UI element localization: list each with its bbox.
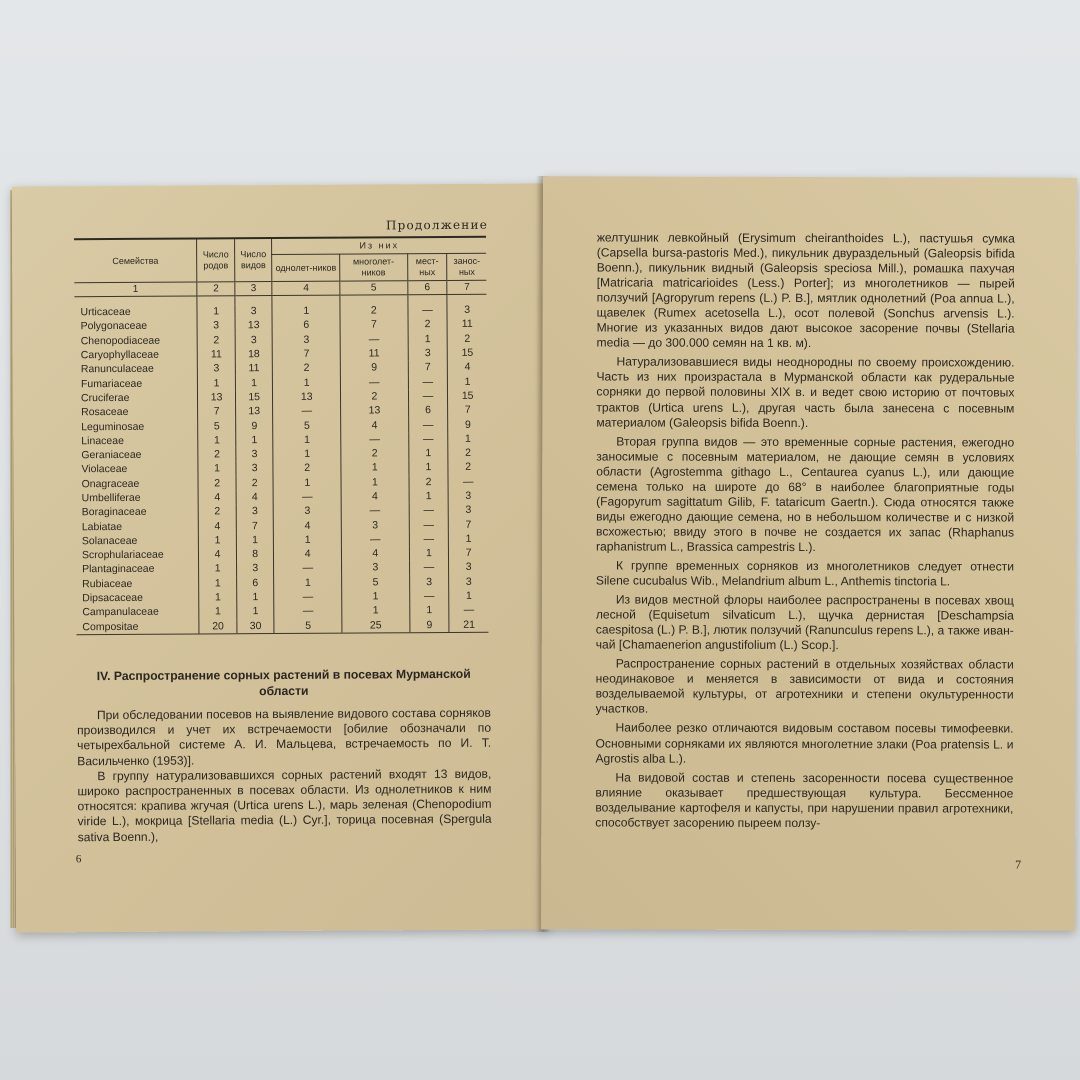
family-name-cell: Campanulaceae [82,606,159,619]
paragraph: Из видов местной флоры наиболее распространены в посевах хвощ лесной (Equisetum silvaticum L.), щучка дернистая [Deschampsia caespitosa (L.) P. B.], лютик ползучий (Ranunculus repens L.), а также иван-чай [Chamaenerion angustifolium (L.) Scop.]. [595,592,1014,653]
paragraph: К группе временных сорняков из многолетников следует отнести Silene cucubalus Wib., Melandrium album L., Anthemis tinctoria L. [595,558,1014,589]
count-cell: 7 [236,518,274,533]
col-perennial-header: многолет-ников [340,254,408,281]
left-page [12,183,549,932]
count-cell: 1 [409,460,449,475]
count-cell: — [409,532,449,547]
count-cell: 3 [448,503,487,518]
page-number: 6 [75,853,82,866]
count-cell: 13 [235,404,273,419]
count-cell: 1 [342,589,410,604]
count-cell: 6 [236,576,274,591]
count-cell: 2 [236,476,274,491]
group-header: Из них [272,237,486,255]
count-cell: 3 [341,518,409,533]
count-cell: 3 [449,574,488,589]
count-cell: 11 [447,317,486,332]
count-cell: 2 [341,389,409,404]
col-genera-header: Число родов [197,238,235,282]
count-cell: 3 [449,560,488,575]
count-cell: 4 [198,490,236,505]
count-cell: 6 [272,318,340,333]
count-cell: 1 [449,589,488,604]
count-cell: 11 [235,361,273,376]
col-number: 4 [272,281,340,295]
count-cell: 7 [449,546,488,561]
table-row [76,617,488,634]
count-cell: 1 [408,332,448,347]
count-cell: 1 [272,304,340,319]
count-cell: 2 [448,446,487,461]
paragraph: При обследовании посевов на выявление видового состава сорняков производился и учет их встречаемости [обилие обозначали по четырехбальной системе А. И. Мальцева, встречаемость по И. Т. Васильченко (1953)]. [77,705,492,768]
family-name-cell: Boraginaceae [81,506,147,519]
col-number: 6 [407,280,447,294]
count-cell: 3 [198,361,236,376]
count-cell: 30 [237,619,275,634]
col-number: 2 [197,282,235,296]
count-cell: 3 [408,346,448,361]
count-cell: 3 [409,575,449,590]
count-cell: — [409,589,449,604]
family-name-cell: Rubiaceae [82,577,133,590]
count-cell: 3 [448,489,487,504]
count-cell: 1 [237,604,275,619]
col-introduced-header: занос-ных [447,253,486,280]
count-cell: 18 [235,347,273,362]
count-cell: 1 [448,374,487,389]
count-cell: 9 [236,418,274,433]
count-cell: 4 [199,519,237,534]
count-cell: 1 [199,562,237,577]
count-cell: 1 [409,603,449,618]
count-cell: 2 [273,461,341,476]
count-cell: 1 [237,590,275,605]
paragraph: Наиболее резко отличаются видовым составом посевы тимофеевки. Основными сорняками их являются многолетние злаки (Poa pratensis L. и Agrostis alba L.). [595,720,1014,766]
family-name-cell: Dipsacaceae [82,591,143,605]
count-cell: 15 [448,346,487,361]
count-cell: 13 [273,389,341,404]
count-cell: 1 [235,376,273,391]
count-cell: — [341,432,409,447]
paragraph: желтушник левкойный (Erysimum cheiranthoides L.), пастушья сумка (Capsella bursa-pastoris Med.), пикульник двураздельный (Galeopsis bifida Boenn.), пикульник видный (Galeopsis speciosa Mill.), ромашка пахучая [Matricaria matricarioides (Less.) Porter]; из многолетников — пырей ползучий [Agropyrum repens (L.) P. B.], мятлик однолетний (Poa annua L.), щавелек (Rumex acetosella L.), осот полевой (Sonchus arvensis L.). Многие из указанных видов дают высокое засорение почвы (Stellaria media — до 300.000 семян на 1 кв. м). [596,230,1015,351]
count-cell: — [408,417,448,432]
count-cell: 4 [274,518,342,533]
family-name-cell: Umbelliferae [81,491,141,505]
count-cell: 1 [408,446,448,461]
count-cell: 3 [447,303,486,318]
count-cell: 9 [409,617,449,632]
count-cell: 1 [342,603,410,618]
family-name-cell: Plantaginaceae [82,563,155,576]
count-cell: 1 [409,489,449,504]
count-cell: 2 [408,317,448,332]
count-cell: 1 [273,432,341,447]
count-cell: 2 [409,475,449,490]
count-cell: — [408,432,448,447]
count-cell: 15 [235,390,273,405]
count-cell: 3 [236,461,274,476]
family-name-cell: Polygonaceae [80,320,148,333]
family-name-cell: Caryophyllaceae [80,348,160,362]
paragraph: Натурализовавшиеся виды неоднородны по своему происхождению. Часть из них произрастала в Мурманской области как рудеральные сорняки до первой половины XIX в. и ведет свою историю от почтовых трактов (Urtica urens L.), другая часть была занесена с посевным материалом (Galeopsis bifida Boenn.). [596,354,1015,430]
count-cell: 4 [341,546,409,561]
count-cell: 1 [274,575,342,590]
family-name-cell: Leguminosae [81,420,145,433]
count-cell: 3 [236,447,274,462]
count-cell: 1 [341,475,409,490]
count-cell: 21 [449,617,488,632]
family-name-cell: Linaceae [81,434,124,448]
family-name-cell: Labiatae [81,520,123,533]
count-cell: 7 [408,360,448,375]
count-cell: — [408,303,448,318]
count-cell: 1 [236,433,274,448]
paragraph: Вторая группа видов — это временные сорные растения, ежегодно заносимые с посевным материалом, не дающие семян в условиях области (Agrostemma githago L., Centaurea cyanus L.), или дающие семена только на широте до 68° в наиболее благоприятные годы (Fagopyrum sagittatum Gilib, F. tataricum Gaertn.). Сюда относятся также виды ежегодно дающие семена, но в небольшом количестве и с низкой всхожестью; ввиду этого в почве не создается их запас (Rhaphanus raphanistrum L., Brassica campestris L.). [595,434,1015,554]
col-family-header: Семейства [74,239,197,283]
paragraph: На видовой состав и степень засоренности посева существенное влияние оказывает предшествующая культура. Бессменное возделывание картофеля и капусты, при нарушении правил агротехники, способствует засорению пыреем ползу- [595,770,1014,830]
count-cell: 13 [235,318,273,333]
count-cell: 20 [199,619,237,634]
count-cell: 7 [449,517,488,532]
count-cell: 2 [198,447,236,462]
count-cell: 7 [448,403,487,418]
count-cell: 1 [198,433,236,448]
count-cell: 3 [236,504,274,519]
count-cell: 5 [342,575,410,590]
count-cell: 1 [341,460,409,475]
family-name-cell: Geraniaceae [81,448,142,462]
count-cell: 1 [273,447,341,462]
count-cell: — [449,603,488,618]
count-cell: — [408,389,448,404]
count-cell: 1 [199,604,237,619]
count-cell: — [409,560,449,575]
count-cell: 3 [235,333,273,348]
count-cell: 5 [198,419,236,434]
count-cell: 2 [273,361,341,376]
col-local-header: мест-ных [407,253,447,280]
right-body-text [595,230,1015,835]
count-cell: — [408,374,448,389]
right-page [541,176,1077,930]
count-cell: 4 [274,547,342,562]
count-cell: 13 [198,390,236,405]
family-name-cell: Compositae [76,619,199,635]
count-cell: 1 [198,376,236,391]
count-cell: 2 [447,331,486,346]
count-cell: 11 [340,346,408,361]
count-cell: 3 [274,504,342,519]
count-cell: 8 [236,547,274,562]
count-cell: — [409,517,449,532]
count-cell: 7 [198,404,236,419]
section-title: IV. Распространение сорных растений в посевах Мурманской области [96,666,471,699]
count-cell: — [448,474,487,489]
col-species-header: Число видов [234,238,272,282]
left-body-text [77,706,492,845]
family-name-cell: Violaceae [81,463,128,476]
count-cell: 2 [341,446,409,461]
paragraph: В группу натурализовавшихся сорных растений входят 13 видов, широко распространенных в посевах области. Из однолетников к ним относятся: крапива жгучая (Urtica urens L.), марь зеленая (Chenopodium viride L.), мокрица [Stellaria media (L.) Cyr.], торица посевная (Spergula sativa Boenn.), [77,766,492,844]
count-cell: 1 [199,576,237,591]
count-cell: 2 [197,333,235,348]
count-cell: 4 [199,547,237,562]
count-cell: 1 [199,590,237,605]
count-cell: 2 [199,504,237,519]
paragraph: Распространение сорных растений в отдельных хозяйствах области неодинаковое и меняется в зависимости от вида и состояния возделываемой культуры, от агротехники и степени окультуренности участков. [595,656,1014,716]
family-name-cell: Cruciferae [80,391,130,405]
count-cell: 6 [408,403,448,418]
count-cell: — [274,590,342,605]
count-cell: — [341,503,409,518]
count-cell: 5 [273,418,341,433]
count-cell: 1 [409,546,449,561]
count-cell: — [274,604,342,619]
count-cell: — [341,532,409,547]
count-cell: 9 [340,360,408,375]
page-number: 7 [1015,857,1022,872]
family-name-cell: Solanaceae [81,534,138,548]
family-name-cell: Fumariaceae [80,377,143,390]
family-name-cell: Rosaceae [81,406,129,419]
family-name-cell: Ranunculaceae [80,363,154,376]
family-name-cell: Chenopodiaceae [80,334,161,347]
col-annual-header: однолет-ников [272,254,340,281]
count-cell: 2 [340,303,408,318]
family-name-cell: Urticaceae [80,306,131,319]
col-number: 1 [74,282,197,297]
count-cell: 2 [448,460,487,475]
weed-families-table [74,236,488,635]
count-cell: 13 [341,403,409,418]
family-name-cell: Onagraceae [81,477,140,490]
count-cell: 1 [274,532,342,547]
continuation-label: Продолжение [385,217,489,233]
count-cell: 1 [448,431,487,446]
count-cell: 1 [199,533,237,548]
count-cell: 4 [236,490,274,505]
count-cell: 3 [273,332,341,347]
count-cell: — [273,404,341,419]
col-number: 7 [447,280,486,294]
count-cell: 4 [341,489,409,504]
count-cell: — [409,503,449,518]
count-cell: 1 [197,304,235,319]
col-number: 5 [340,281,408,295]
count-cell: — [340,332,408,347]
count-cell: 5 [274,618,342,633]
count-cell: 1 [236,533,274,548]
count-cell: — [274,489,342,504]
count-cell: 3 [197,319,235,334]
count-cell: 1 [198,462,236,477]
count-cell: 25 [342,618,410,633]
count-cell: 11 [198,347,236,362]
count-cell: 2 [198,476,236,491]
count-cell: 3 [236,561,274,576]
count-cell: 4 [341,418,409,433]
count-cell: 3 [235,304,273,319]
col-number: 3 [235,282,273,296]
count-cell: 3 [342,561,410,576]
count-cell: 15 [448,389,487,404]
count-cell: 7 [340,318,408,333]
count-cell: 1 [449,531,488,546]
count-cell: 4 [448,360,487,375]
count-cell: — [340,375,408,390]
count-cell: 1 [273,475,341,490]
count-cell: — [274,561,342,576]
count-cell: 9 [448,417,487,432]
count-cell: 1 [273,375,341,390]
family-name-cell: Scrophulariaceae [81,548,164,562]
count-cell: 7 [273,347,341,362]
